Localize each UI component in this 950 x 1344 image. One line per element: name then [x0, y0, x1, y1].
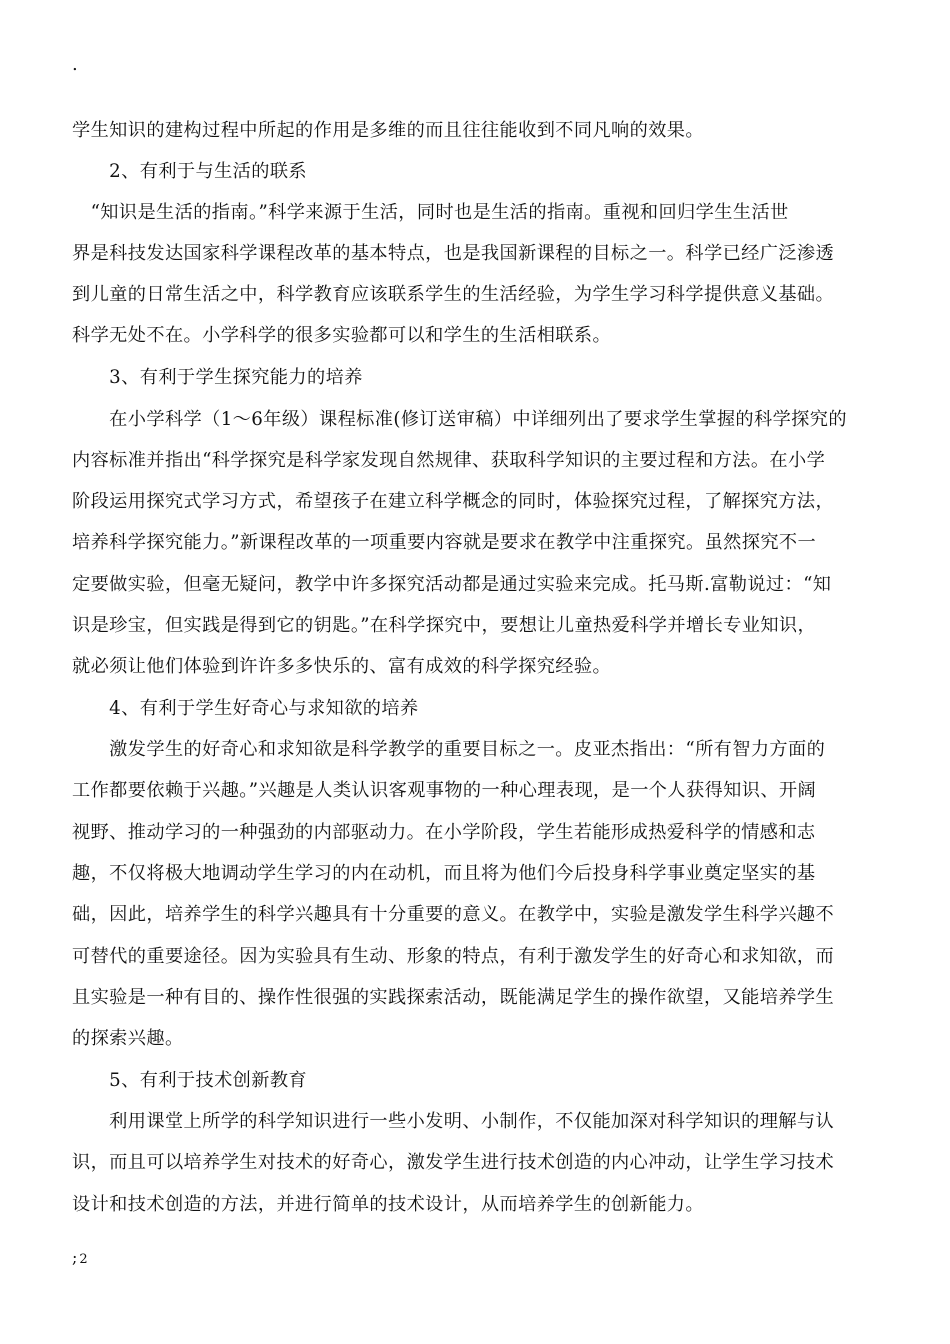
text-line: 阶段运用探究式学习方式，希望孩子在建立科学概念的同时，体验探究过程，了解探究方法，: [72, 491, 835, 512]
text-line: “知识是生活的指南。”科学来源于生活，同时也是生活的指南。重视和回归学生生活世: [72, 202, 789, 223]
text-line: 础，因此，培养学生的科学兴趣具有十分重要的意义。在教学中，实验是激发学生科学兴趣不: [72, 904, 835, 925]
section-heading: 3、有利于学生探究能力的培养: [72, 367, 363, 388]
text-line: 且实验是一种有目的、操作性很强的实践探索活动，既能满足学生的操作欲望，又能培养学生: [72, 987, 835, 1008]
page-footer: [72, 1248, 88, 1270]
section-heading: 5、有利于技术创新教育: [72, 1070, 308, 1091]
text-line: 定要做实验，但毫无疑问，教学中许多探究活动都是通过实验来完成。托马斯.富勒说过：“知: [72, 574, 832, 595]
text-line: 的探索兴趣。: [72, 1028, 184, 1049]
text-line: 识是珍宝，但实践是得到它的钥匙。”在科学探究中，要想让儿童热爱科学并增长专业知识，: [72, 615, 817, 636]
footer-mark: ;: [72, 1248, 78, 1267]
text-line: 在小学科学（1～6年级）课程标准(修订送审稿）中详细列出了要求学生掌握的科学探究的: [72, 409, 847, 430]
text-line: 趣，不仅将极大地调动学生学习的内在动机，而且将为他们今后投身科学事业奠定坚实的基: [72, 863, 816, 884]
text-line: 培养科学探究能力。”新课程改革的一项重要内容就是要求在教学中注重探究。虽然探究不一: [72, 532, 817, 553]
text-line: 工作都要依赖于兴趣。”兴趣是人类认识客观事物的一种心理表现，是一个人获得知识、开阔: [72, 780, 817, 801]
section-heading: 2、有利于与生活的联系: [72, 161, 308, 182]
header-mark: .: [72, 54, 78, 75]
text-line: 识，而且可以培养学生对技术的好奇心，激发学生进行技术创造的内心冲动，让学生学习技术: [72, 1152, 835, 1173]
text-line: 到儿童的日常生活之中，科学教育应该联系学生的生活经验，为学生学习科学提供意义基础。: [72, 284, 835, 305]
text-line: 激发学生的好奇心和求知欲是科学教学的重要目标之一。皮亚杰指出：“所有智力方面的: [72, 739, 826, 760]
text-line: 学生知识的建构过程中所起的作用是多维的而且往往能收到不同凡响的效果。: [72, 120, 704, 141]
text-line: 界是科技发达国家科学课程改革的基本特点，也是我国新课程的目标之一。科学已经广泛渗透: [72, 243, 835, 264]
text-line: 科学无处不在。小学科学的很多实验都可以和学生的生活相联系。: [72, 325, 612, 346]
text-line: 可替代的重要途径。因为实验具有生动、形象的特点，有利于激发学生的好奇心和求知欲，而: [72, 946, 835, 967]
text-line: 利用课堂上所学的科学知识进行一些小发明、小制作，不仅能加深对科学知识的理解与认: [72, 1111, 835, 1132]
text-line: 就必须让他们体验到许许多多快乐的、富有成效的科学探究经验。: [72, 656, 612, 677]
text-line: 视野、推动学习的一种强劲的内部驱动力。在小学阶段，学生若能形成热爱科学的情感和志: [72, 822, 816, 843]
page-number: 2: [79, 1252, 88, 1267]
section-heading: 4、有利于学生好奇心与求知欲的培养: [72, 698, 419, 719]
text-line: 设计和技术创造的方法，并进行简单的技术设计，从而培养学生的创新能力。: [72, 1194, 704, 1215]
text-line: 内容标准并指出“科学探究是科学家发现自然规律、获取科学知识的主要过程和方法。在小学: [72, 450, 826, 471]
